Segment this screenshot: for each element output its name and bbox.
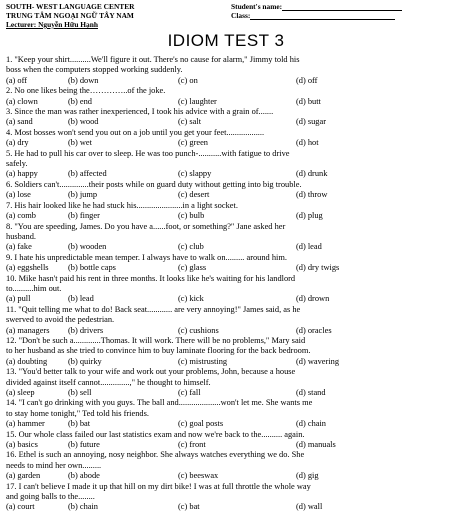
answer-options xyxy=(6,117,448,127)
answer-options xyxy=(6,242,448,252)
answer-options xyxy=(6,471,448,481)
answer-option: (c) fall xyxy=(178,388,201,397)
answer-option: (d) hot xyxy=(296,138,319,148)
answer-option: (a) managers xyxy=(6,325,50,335)
question-item xyxy=(6,367,448,398)
answer-option: (a) dry xyxy=(6,138,29,148)
student-name-field xyxy=(231,2,402,11)
lecturer-name: Lecturer: Nguyễn Hữu Hạnh xyxy=(6,20,98,29)
question-text: swerved to avoid the pedestrian. xyxy=(6,315,115,325)
answer-options xyxy=(6,357,448,367)
answer-options xyxy=(6,294,448,304)
answer-option: (d) off xyxy=(296,75,318,85)
question-text: needs to mind her own......... xyxy=(6,460,102,470)
answer-option: (b) drivers xyxy=(68,325,104,335)
answer-option: (c) on xyxy=(178,75,198,85)
answer-option: (b) wood xyxy=(68,117,99,127)
question-text: 17. I can't believe I made it up that hill on my dirt bike! I was at full throttle the whole way xyxy=(6,481,311,491)
class-label: Class: xyxy=(231,11,251,20)
answer-option: (c) beeswax xyxy=(178,471,219,481)
question-text: 8. "You are speeding, James. Do you have a......foot, or something?" Jane asked her xyxy=(6,221,286,231)
question-item xyxy=(6,55,448,86)
class-line xyxy=(250,11,395,20)
question-text: divided against itself cannot..............," he thought to himself. xyxy=(6,377,211,387)
answer-options xyxy=(6,76,448,86)
question-text: to..........him out. xyxy=(6,283,62,293)
answer-option: (b) chain xyxy=(68,502,98,512)
question-text: to her husband as she tried to convince him to buy laminate flooring for the back bedroom. xyxy=(6,346,311,356)
question-text: boss when the computers stopped working suddenly. xyxy=(6,65,183,75)
answer-option: (c) salt xyxy=(178,117,202,127)
question-text: 9. I hate his unpredictable mean temper. I always have to walk on......... around him. xyxy=(6,252,287,262)
answer-option: (a) doubting xyxy=(6,356,48,366)
answer-options xyxy=(6,388,448,398)
answer-option: (d) throw xyxy=(296,190,328,200)
answer-option: (a) lose xyxy=(6,190,31,200)
answer-option: (c) club xyxy=(178,242,204,252)
answer-option: (a) happy xyxy=(6,169,38,179)
question-item xyxy=(6,201,448,222)
answer-option: (b) wet xyxy=(68,138,92,148)
question-item xyxy=(6,398,448,429)
answer-option: (d) manuals xyxy=(296,440,336,450)
answer-option: (b) sell xyxy=(68,388,92,397)
answer-option: (d) drown xyxy=(296,294,330,304)
question-text: safely. xyxy=(6,159,28,169)
answer-option: (d) drunk xyxy=(296,169,328,179)
answer-option: (c) desert xyxy=(178,190,210,200)
answer-option: (c) mistrusting xyxy=(178,356,228,366)
class-field xyxy=(231,11,395,20)
question-item xyxy=(6,149,448,180)
question-text: 11. "Quit telling me what to do! Back seat............ are very annoying!" James said, as he xyxy=(6,304,301,314)
question-text: and going balls to the........ xyxy=(6,492,95,502)
question-item xyxy=(6,180,448,201)
center-name-vi: TRUNG TÂM NGOẠI NGỮ TÂY NAM xyxy=(6,11,134,20)
answer-option: (d) dry twigs xyxy=(296,263,340,273)
answer-option: (d) plug xyxy=(296,211,323,221)
answer-option: (d) chain xyxy=(296,419,326,429)
question-text: 7. His hair looked like he had stuck his......................in a light socket. xyxy=(6,200,238,210)
answer-options xyxy=(6,326,448,336)
answer-option: (b) affected xyxy=(68,169,107,179)
question-text: 1. "Keep your shirt..........We'll figure it out. There's no cause for alarm," Jimmy told his xyxy=(6,55,300,64)
answer-option: (a) sleep xyxy=(6,388,35,397)
answer-option: (a) comb xyxy=(6,211,36,221)
answer-options xyxy=(6,190,448,200)
answer-option: (d) wall xyxy=(296,502,323,512)
answer-option: (d) gig xyxy=(296,471,319,481)
answer-option: (c) cushions xyxy=(178,325,219,335)
question-text: 12. "Don't be such a.............Thomas. It will work. There will be no problems," Mary said xyxy=(6,335,306,345)
question-text: 16. Ethel is such an annoying, nosy neighbor. She always watches everything we do. She xyxy=(6,450,305,460)
question-text: 6. Soldiers can't..............their posts while on guard duty without getting into big trouble. xyxy=(6,179,302,189)
answer-option: (d) sugar xyxy=(296,117,326,127)
question-text: 13. "You'd better talk to your wife and work out your problems, John, because a house xyxy=(6,367,296,377)
answer-options xyxy=(6,138,448,148)
answer-option: (c) laughter xyxy=(178,96,217,106)
answer-option: (c) kick xyxy=(178,294,204,304)
answer-option: (c) goal posts xyxy=(178,419,224,429)
answer-option: (a) garden xyxy=(6,471,41,481)
answer-option: (c) slappy xyxy=(178,169,212,179)
question-text: 10. Mike hasn't paid his rent in three months. It looks like he's waiting for his landlord xyxy=(6,273,296,283)
answer-option: (a) off xyxy=(6,75,28,85)
answer-option: (a) clown xyxy=(6,96,38,106)
answer-option: (c) glass xyxy=(178,263,207,273)
answer-option: (b) jump xyxy=(68,190,98,200)
question-item xyxy=(6,430,448,451)
question-text: 14. "I can't go drinking with you guys. The ball and....................won't let me. She wants me xyxy=(6,398,313,408)
question-text: to stay home tonight," Ted told his friends. xyxy=(6,408,149,418)
answer-option: (b) quirky xyxy=(68,356,102,366)
question-item xyxy=(6,253,448,274)
answer-option: (a) sand xyxy=(6,117,33,127)
question-item xyxy=(6,274,448,305)
answer-option: (b) down xyxy=(68,75,99,85)
question-text: 3. Since the man was rather inexperienced, I took his advice with a grain of....... xyxy=(6,107,274,117)
question-text: husband. xyxy=(6,231,37,241)
answer-options xyxy=(6,211,448,221)
answer-option: (c) bulb xyxy=(178,211,205,221)
answer-option: (b) finger xyxy=(68,211,100,221)
student-name-label: Student's name: xyxy=(231,2,283,11)
test-title: IDIOM TEST 3 xyxy=(167,31,285,50)
question-list xyxy=(6,55,448,513)
answer-options xyxy=(6,97,448,107)
question-item xyxy=(6,450,448,481)
question-item xyxy=(6,107,448,128)
answer-option: (a) basics xyxy=(6,440,38,450)
answer-option: (d) butt xyxy=(296,96,321,106)
answer-option: (b) wooden xyxy=(68,242,107,252)
question-text: 5. He had to pull his car over to sleep. He was too punch-...........with fatigue to drive xyxy=(6,148,290,158)
answer-option: (b) end xyxy=(68,96,92,106)
question-text: 2. No one likes being the…………..of the joke. xyxy=(6,86,166,96)
answer-option: (a) pull xyxy=(6,294,31,304)
answer-options xyxy=(6,263,448,273)
question-item xyxy=(6,222,448,253)
question-text: 4. Most bosses won't send you out on a job until you get your feet.................. xyxy=(6,127,265,137)
answer-option: (d) stand xyxy=(296,388,326,397)
answer-options xyxy=(6,502,448,512)
answer-option: (b) future xyxy=(68,440,100,450)
answer-option: (c) front xyxy=(178,440,206,450)
answer-option: (b) bottle caps xyxy=(68,263,116,273)
answer-option: (d) wavering xyxy=(296,356,340,366)
question-item xyxy=(6,305,448,336)
answer-option: (b) abode xyxy=(68,471,100,481)
answer-option: (a) court xyxy=(6,502,35,512)
question-text: 15. Our whole class failed our last statistics exam and now we're back to the.......... again. xyxy=(6,429,305,439)
answer-option: (c) bat xyxy=(178,502,200,512)
question-item xyxy=(6,336,448,367)
center-name: SOUTH- WEST LANGUAGE CENTER xyxy=(6,2,135,11)
answer-options xyxy=(6,440,448,450)
answer-option: (d) lead xyxy=(296,242,322,252)
question-item xyxy=(6,482,448,513)
answer-option: (b) lead xyxy=(68,294,94,304)
question-item xyxy=(6,128,448,149)
answer-option: (b) bat xyxy=(68,419,91,429)
document-header xyxy=(6,2,446,29)
answer-option: (c) green xyxy=(178,138,208,148)
answer-option: (a) hammer xyxy=(6,419,45,429)
answer-option: (d) oracles xyxy=(296,325,332,335)
answer-options xyxy=(6,419,448,429)
answer-options xyxy=(6,169,448,179)
question-item xyxy=(6,86,448,107)
answer-option: (a) fake xyxy=(6,242,32,252)
student-name-line xyxy=(282,2,402,11)
answer-option: (a) eggshells xyxy=(6,263,49,273)
